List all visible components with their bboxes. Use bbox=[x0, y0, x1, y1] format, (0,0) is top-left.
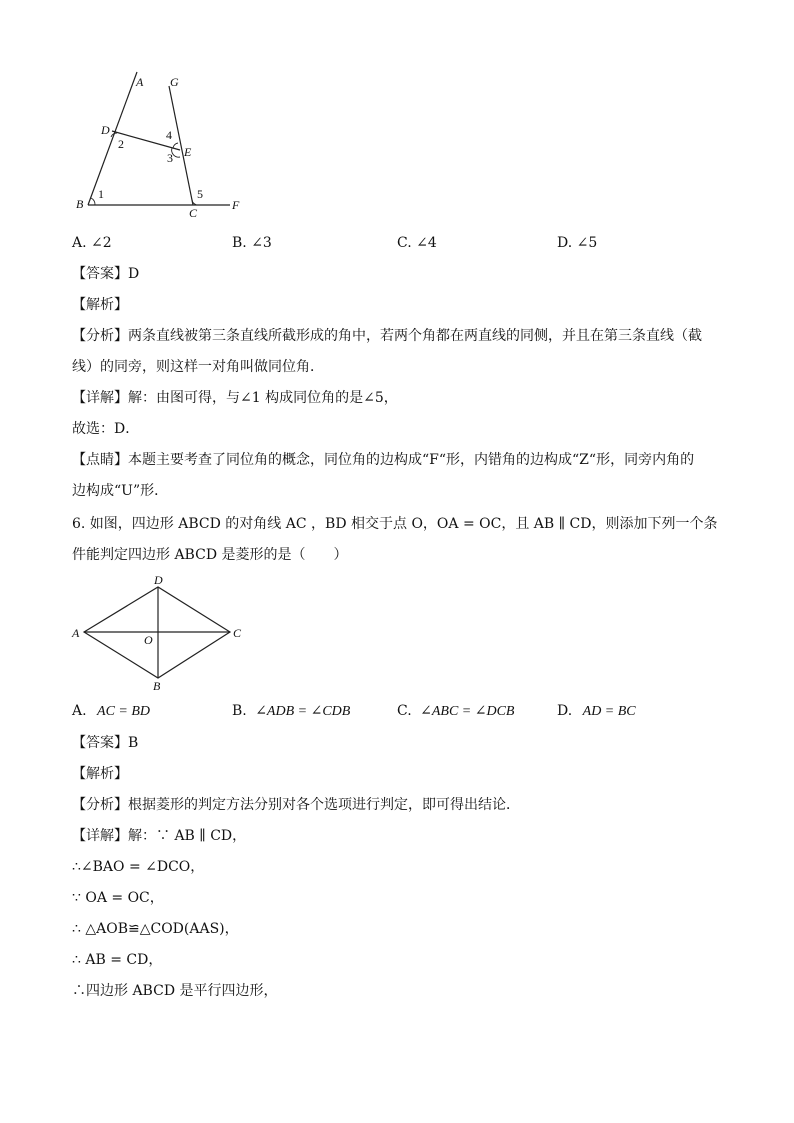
label-a: A bbox=[72, 626, 80, 640]
answer-value: B bbox=[128, 735, 139, 751]
option-value: ∠ADB = ∠CDB bbox=[255, 704, 351, 719]
option-letter: B. bbox=[232, 235, 247, 251]
q6-jiexi-tag: 【解析】 bbox=[72, 766, 128, 782]
answer-tag: 【答案】 bbox=[72, 266, 128, 282]
q5-option-a bbox=[72, 235, 112, 251]
q5-comment-line1 bbox=[72, 450, 694, 470]
option-letter: D. bbox=[557, 235, 573, 251]
q6-detail-line1 bbox=[72, 826, 246, 846]
label-angle-1: 1 bbox=[98, 187, 104, 201]
q6-detail-line6: ∴四边形 ABCD 是平行四边形， bbox=[72, 983, 278, 999]
q5-jiexi-tag: 【解析】 bbox=[72, 297, 128, 313]
angle-arc-1 bbox=[91, 198, 95, 205]
label-b: B bbox=[76, 197, 84, 211]
option-letter: A. bbox=[72, 235, 87, 251]
q6-answer bbox=[72, 733, 138, 753]
q5-detail-line1 bbox=[72, 388, 398, 408]
q5-analysis-line1 bbox=[72, 326, 702, 346]
option-value: ∠ABC = ∠DCB bbox=[420, 704, 515, 719]
option-letter: D. bbox=[557, 703, 573, 719]
analysis-tag: 【分析】 bbox=[72, 328, 128, 344]
option-value: ∠4 bbox=[416, 235, 437, 251]
option-letter: C. bbox=[397, 703, 412, 719]
option-value: ∠2 bbox=[91, 235, 112, 251]
q6-detail-line5: ∴ AB = CD， bbox=[72, 952, 163, 968]
angle-arc-4 bbox=[173, 143, 178, 148]
option-value: ∠3 bbox=[251, 235, 272, 251]
q5-analysis-line2: 线）的同旁，则这样一对角叫做同位角． bbox=[72, 359, 324, 375]
q5-comment-line2: 边构成“U”形． bbox=[72, 483, 169, 499]
q6-option-a bbox=[72, 703, 150, 720]
q6-option-b bbox=[232, 703, 350, 720]
q5-option-b bbox=[232, 235, 272, 251]
option-value: AD = BC bbox=[582, 704, 636, 719]
label-angle-4: 4 bbox=[166, 128, 172, 142]
label-g: G bbox=[170, 75, 179, 89]
q6-option-c bbox=[397, 703, 514, 720]
analysis-text: 根据菱形的判定方法分别对各个选项进行判定，即可得出结论． bbox=[128, 797, 520, 813]
answer-tag: 【答案】 bbox=[72, 735, 128, 751]
line-ab bbox=[88, 72, 137, 205]
analysis-text: 两条直线被第三条直线所截形成的角中，若两个角都在两直线的同侧，并且在第三条直线（截 bbox=[128, 328, 702, 344]
rhombus-figure bbox=[68, 572, 248, 692]
q5-option-d bbox=[557, 235, 597, 251]
detail-text: 解：由图可得，与∠1 构成同位角的是∠5， bbox=[128, 390, 398, 406]
label-e: E bbox=[184, 145, 192, 159]
q6-option-d bbox=[557, 703, 636, 720]
label-d: D bbox=[101, 123, 110, 137]
option-letter: C. bbox=[397, 235, 412, 251]
label-f: F bbox=[232, 198, 240, 212]
q6-stem-line2: 件能判定四边形 ABCD 是菱形的是（ ） bbox=[72, 547, 348, 563]
comment-text: 本题主要考查了同位角的概念，同位角的边构成“F“形，内错角的边构成“Z“形，同旁内角的 bbox=[128, 452, 695, 468]
detail-text: 解：∵ AB ∥ CD， bbox=[128, 828, 247, 844]
label-d: D bbox=[154, 573, 163, 587]
detail-tag: 【详解】 bbox=[72, 390, 128, 406]
q6-stem-line1: 6. 如图，四边形 ABCD 的对角线 AC ，BD 相交于点 O，OA = OC，且 AB ∥ CD，则添加下列一个条 bbox=[72, 516, 718, 532]
answer-value: D bbox=[128, 266, 140, 282]
q6-analysis bbox=[72, 795, 520, 815]
q5-option-c bbox=[397, 235, 437, 251]
label-c: C bbox=[233, 626, 242, 640]
comment-tag: 【点睛】 bbox=[72, 452, 128, 468]
detail-tag: 【详解】 bbox=[72, 828, 128, 844]
label-angle-5: 5 bbox=[197, 187, 203, 201]
q6-detail-line2: ∴∠BAO = ∠DCO， bbox=[72, 859, 205, 875]
q6-detail-line3: ∵ OA = OC， bbox=[72, 890, 164, 906]
analysis-tag: 【分析】 bbox=[72, 797, 128, 813]
q6-detail-line4: ∴ △AOB≌△COD(AAS)， bbox=[72, 921, 239, 937]
label-c: C bbox=[189, 206, 198, 220]
label-a: A bbox=[136, 75, 144, 89]
option-letter: A. bbox=[72, 703, 87, 719]
label-angle-3: 3 bbox=[167, 151, 173, 165]
label-angle-2: 2 bbox=[118, 137, 124, 151]
label-o: O bbox=[144, 633, 153, 647]
q5-detail-line2: 故选：D． bbox=[72, 421, 140, 437]
option-value: AC = BD bbox=[97, 704, 151, 719]
angle-figure bbox=[70, 70, 270, 220]
option-letter: B. bbox=[232, 703, 247, 719]
label-b: B bbox=[153, 679, 161, 692]
option-value: ∠5 bbox=[576, 235, 598, 251]
q5-answer bbox=[72, 264, 139, 284]
